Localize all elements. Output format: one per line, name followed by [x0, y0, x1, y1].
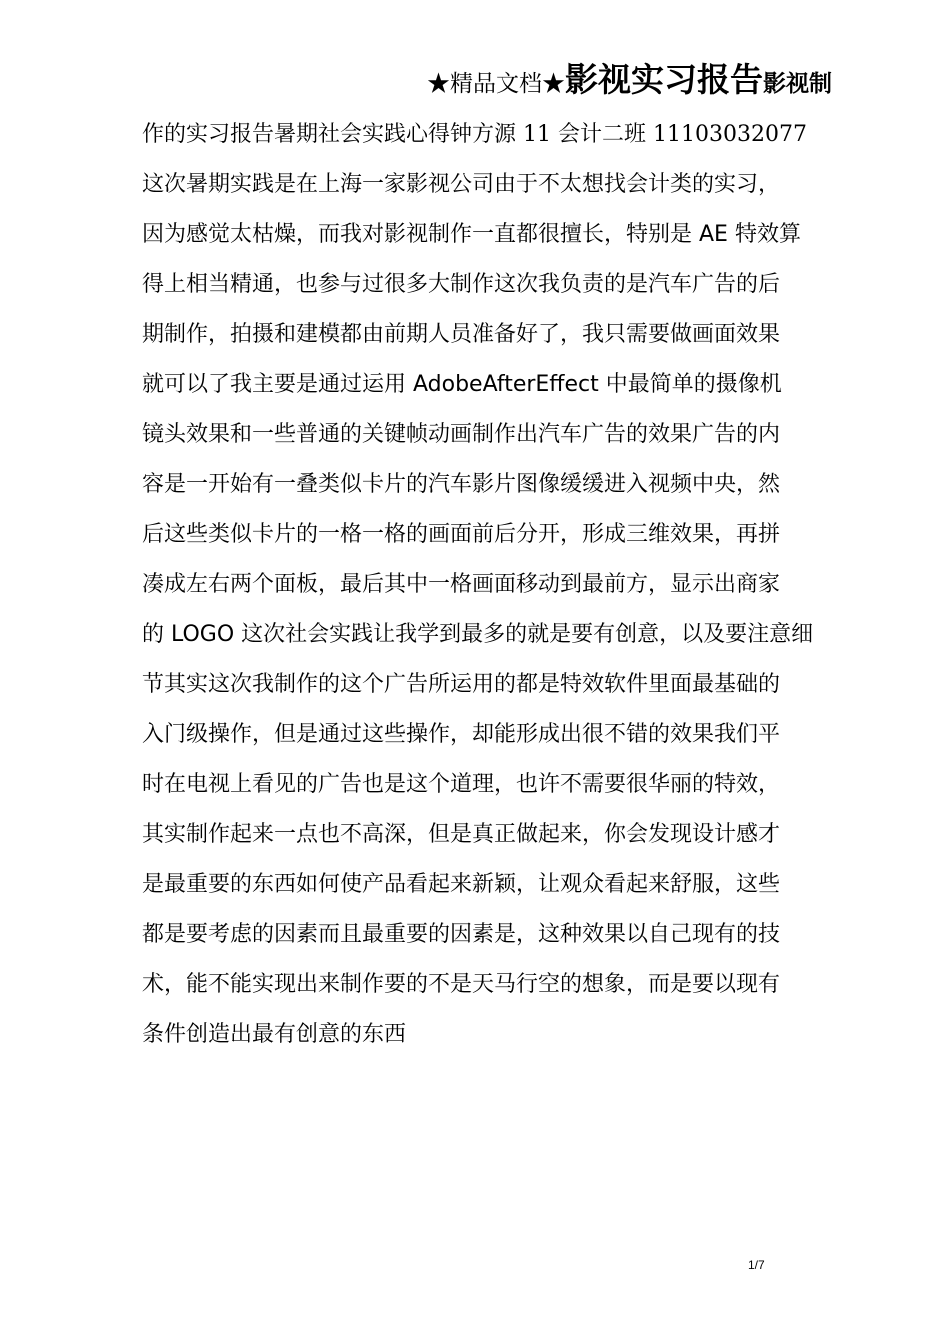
body-line: 容是一开始有一叠类似卡片的汽车影片图像缓缓进入视频中央，然 — [142, 472, 781, 497]
body-line: 镜头效果和一些普通的关键帧动画制作出汽车广告的效果广告的内 — [142, 422, 781, 447]
body-line: 术，能不能实现出来制作要的不是天马行空的想象，而是要以现有 — [142, 972, 781, 997]
body-line: 节其实这次我制作的这个广告所运用的都是特效软件里面最基础的 — [142, 672, 781, 697]
body-line: 条件创造出最有创意的东西 — [142, 1022, 407, 1047]
body-line: 作的实习报告暑期社会实践心得钟方源 11 会计二班 11103032077 — [142, 122, 807, 147]
body-line: 得上相当精通，也参与过很多大制作这次我负责的是汽车广告的后 — [142, 272, 781, 297]
body-line: 的 LOGO 这次社会实践让我学到最多的就是要有创意，以及要注意细 — [142, 622, 814, 647]
body-line: 都是要考虑的因素而且最重要的因素是，这种效果以自己现有的技 — [142, 922, 781, 947]
body-line: 其实制作起来一点也不高深，但是真正做起来，你会发现设计感才 — [142, 822, 781, 847]
body-line: 是最重要的东西如何使产品看起来新颖，让观众看起来舒服，这些 — [142, 872, 781, 897]
body-line: 这次暑期实践是在上海一家影视公司由于不太想找会计类的实习， — [142, 172, 781, 197]
document-header — [427, 58, 832, 109]
header-badge: ★精品文档★ — [427, 71, 565, 97]
document-title: 影视实习报告 — [565, 60, 763, 99]
document-body — [142, 110, 832, 1060]
body-line: 后这些类似卡片的一格一格的画面前后分开，形成三维效果，再拼 — [142, 522, 781, 547]
body-line: 因为感觉太枯燥，而我对影视制作一直都很擅长，特别是 AE 特效算 — [142, 222, 801, 247]
body-line: 就可以了我主要是通过运用 AdobeAfterEffect 中最简单的摄像机 — [142, 372, 782, 397]
body-line: 凑成左右两个面板，最后其中一格画面移动到最前方，显示出商家 — [142, 572, 781, 597]
body-line: 时在电视上看见的广告也是这个道理，也许不需要很华丽的特效， — [142, 772, 781, 797]
header-title-continuation: 影视制 — [763, 71, 832, 97]
page-number: 1/7 — [748, 1258, 765, 1272]
body-line: 入门级操作，但是通过这些操作，却能形成出很不错的效果我们平 — [142, 722, 781, 747]
body-line: 期制作，拍摄和建模都由前期人员准备好了，我只需要做画面效果 — [142, 322, 781, 347]
